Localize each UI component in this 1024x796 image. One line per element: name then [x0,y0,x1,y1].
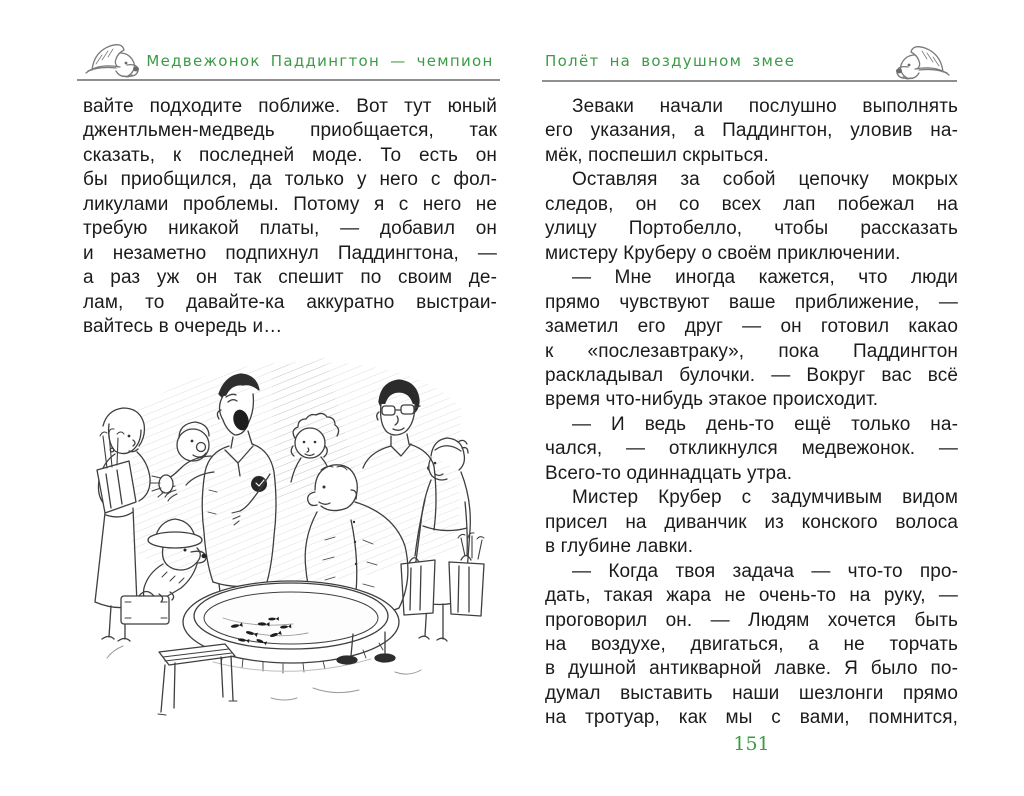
left-header-rule [77,79,500,81]
text-line: Зеваки начали послушно выполнять [572,96,958,117]
paddington-bear-head-icon [80,40,142,88]
text-line: улицу Портобелло, чтобы рассказать [545,218,958,240]
text-line: Мистер Крубер с задумчивым видом [572,487,958,509]
text-line: — Когда твоя задача — что-то про- [572,560,958,582]
text-line: требую никакой платы, — добавил он [83,218,497,240]
paddington-hat-icon [893,42,955,90]
page-number: 151 [733,733,770,755]
text-line: чался, — откликнулся медвежонок. — [545,438,958,460]
right-page-text-column [545,95,958,731]
text-line: вайте подходите поближе. Вот тут юный [83,96,497,117]
text-line: раскладывал булочки. — Вокруг вас всё [545,364,958,386]
text-line: Оставляя за собой цепочку мокрых [572,169,958,191]
text-line: прямо чувствуют ваше приближение, — [545,291,958,313]
stool [158,644,237,715]
illustration-drawing [63,350,503,735]
left-running-title: Медвежонок Паддингтон — чемпион [146,52,494,70]
text-line: мистеру Круберу о своём приключении. [545,242,901,264]
text-line: на воздухе, двигаться, а не торчать [545,633,958,655]
text-line: в глубине лавки. [545,536,694,558]
right-header-rule [542,80,957,82]
text-line: к «послезавтраку», пока Паддингтон [545,340,958,362]
text-line: ликулами проблемы. Потому я с него не [83,193,497,215]
text-line: вайтесь в очередь и… [83,316,283,338]
text-line: Всего-то одиннадцать утра. [545,462,793,484]
text-line: его указания, а Паддингтон, уловив на- [545,120,958,142]
text-line: время что-нибудь этакое происходит. [545,389,879,411]
text-line: — И ведь день-то ещё только на- [572,413,958,435]
text-line: мёк, поспешил скрыться. [545,144,769,166]
text-line: присел на диванчик из конского волоса [545,511,958,533]
text-line: думал выставить наши шезлонги прямо [545,682,958,704]
text-line: и незаметно подпихнул Паддингтона, — [83,242,497,264]
left-page-text-column [83,95,497,340]
text-line: проговорил он. — Людям хочется быть [545,609,958,631]
illustration-crowd-around-fish-basin [63,350,503,735]
text-line: а раз уж он так спешит по своим де- [83,267,497,289]
text-line: дать, такая жара не очень-то на руку, — [545,585,958,607]
text-line: в душной антикварной лавке. Я было по- [545,658,958,680]
text-line: сказать, к последней моде. То есть он [83,144,497,166]
text-line: заметил его друг — он готовил какао [545,316,958,338]
right-running-title: Полёт на воздушном змее [545,52,796,70]
text-line: на тротуар, как мы с вами, помнится, [545,707,958,729]
text-line: бы приобщился, да только у него с фол- [83,169,497,191]
text-line: лам, то давайте-ка аккуратно выстраи- [83,291,497,313]
text-line: джентльмен-медведь приобщается, так [83,120,497,142]
text-line: следов, он со всех лап побежал на [545,193,958,215]
text-line: — Мне иногда кажется, что люди [572,267,958,289]
